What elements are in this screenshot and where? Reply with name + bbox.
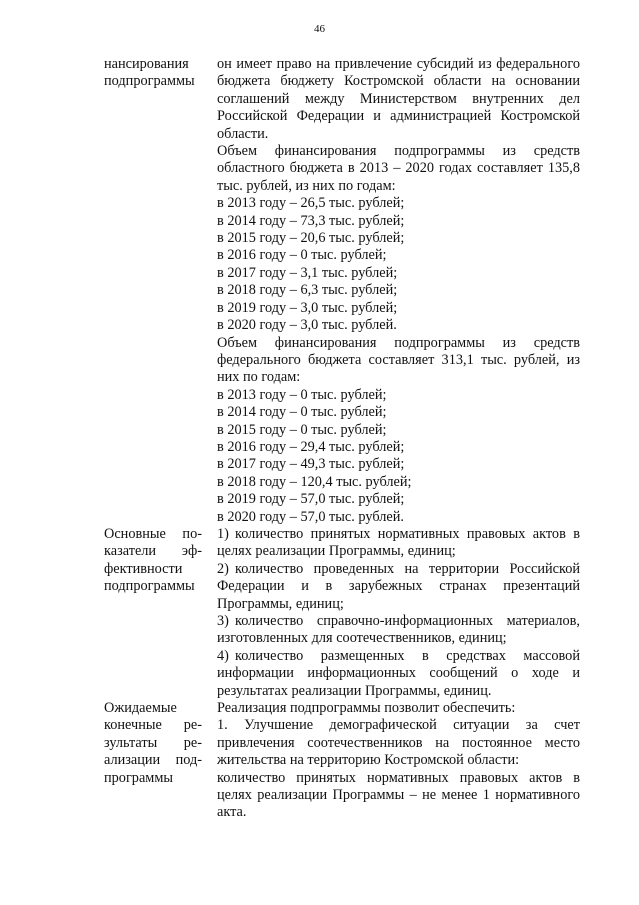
- expected-results-label: [104, 700, 202, 787]
- label-line: нансирования: [104, 56, 189, 72]
- regional-year-line: в 2017 году – 3,1 тыс. рублей;: [217, 264, 398, 281]
- item-text: количество справочно-информационных материалов, изготовленных для соотечественников, единиц;: [217, 613, 580, 647]
- financing-label: [104, 56, 202, 91]
- financing-content: [217, 56, 580, 526]
- federal-year-line: в 2016 году – 29,4 тыс. рублей;: [217, 438, 405, 455]
- item-text: количество проведенных на территории Российской Федерации и в зарубежных странах презентаций Программы, единиц;: [217, 560, 580, 612]
- indicator-item: [217, 648, 580, 700]
- subsidy-paragraph: он имеет право на привлечение субсидий из федерального бюджета бюджету Костромской области на основании соглашений между Министерством внутренних дел Российской Федерации и администрацией Костромской области.: [217, 56, 580, 142]
- indicator-item: [217, 561, 580, 613]
- indicators-label: [104, 526, 202, 596]
- item-number: 4): [217, 647, 229, 664]
- regional-year-line: в 2019 году – 3,0 тыс. рублей;: [217, 299, 398, 316]
- label-line: зультаты ре-: [104, 734, 202, 751]
- indicator-item: [217, 526, 580, 561]
- label-line: фективности: [104, 560, 183, 577]
- regional-year-line: в 2020 году – 3,0 тыс. рублей.: [217, 317, 397, 334]
- label-line: подпрограммы: [104, 73, 195, 90]
- label-line: Основные по-: [104, 526, 202, 542]
- indicators-content: [217, 526, 580, 700]
- expected-results-content: [217, 700, 580, 822]
- label-line: подпрограммы: [104, 578, 195, 595]
- item-number: 3): [217, 613, 229, 630]
- results-intro: Реализация подпрограммы позволит обеспечить:: [217, 700, 516, 716]
- results-point-1: 1. Улучшение демографической ситуации за счет привлечения соотечественников на постоянное место жительства на территорию Костромской области:: [217, 717, 580, 769]
- regional-year-line: в 2018 году – 6,3 тыс. рублей;: [217, 282, 398, 299]
- federal-year-line: в 2018 году – 120,4 тыс. рублей;: [217, 473, 412, 490]
- federal-budget-paragraph: Объем финансирования подпрограммы из средств федерального бюджета составляет 313,1 тыс. рублей, из них по годам:: [217, 334, 580, 386]
- federal-year-line: в 2014 году – 0 тыс. рублей;: [217, 404, 387, 421]
- federal-year-line: в 2015 году – 0 тыс. рублей;: [217, 421, 387, 438]
- item-number: 1): [217, 526, 229, 542]
- item-text: количество размещенных в средствах массовой информации информационных сообщений о ходе и результатах реализации Программы, единиц.: [217, 647, 580, 699]
- item-number: 2): [217, 560, 229, 577]
- federal-year-line: в 2017 году – 49,3 тыс. рублей;: [217, 456, 405, 473]
- label-line: ализации под-: [104, 752, 202, 769]
- label-line: казатели эф-: [104, 543, 202, 560]
- federal-year-line: в 2019 году – 57,0 тыс. рублей;: [217, 491, 405, 508]
- indicator-item: [217, 613, 580, 648]
- regional-year-line: в 2014 году – 73,3 тыс. рублей;: [217, 212, 405, 229]
- regional-budget-paragraph: Объем финансирования подпрограммы из средств областного бюджета в 2013 – 2020 годах составляет 135,8 тыс. рублей, из них по годам:: [217, 143, 580, 194]
- federal-year-line: в 2013 году – 0 тыс. рублей;: [217, 386, 387, 403]
- label-line: конечные ре-: [104, 717, 202, 734]
- item-text: количество принятых нормативных правовых актов в целях реализации Программы, единиц;: [217, 526, 580, 560]
- regional-year-line: в 2016 году – 0 тыс. рублей;: [217, 247, 387, 264]
- regional-year-line: в 2015 году – 20,6 тыс. рублей;: [217, 230, 405, 247]
- federal-year-line: в 2020 году – 57,0 тыс. рублей.: [217, 508, 404, 525]
- results-point-1-detail: количество принятых нормативных правовых актов в целях реализации Программы – не менее 1 нормативного акта.: [217, 769, 580, 821]
- label-line: программы: [104, 769, 174, 786]
- label-line: Ожидаемые: [104, 700, 177, 716]
- page-number: 46: [314, 23, 325, 35]
- regional-year-line: в 2013 году – 26,5 тыс. рублей;: [217, 195, 405, 212]
